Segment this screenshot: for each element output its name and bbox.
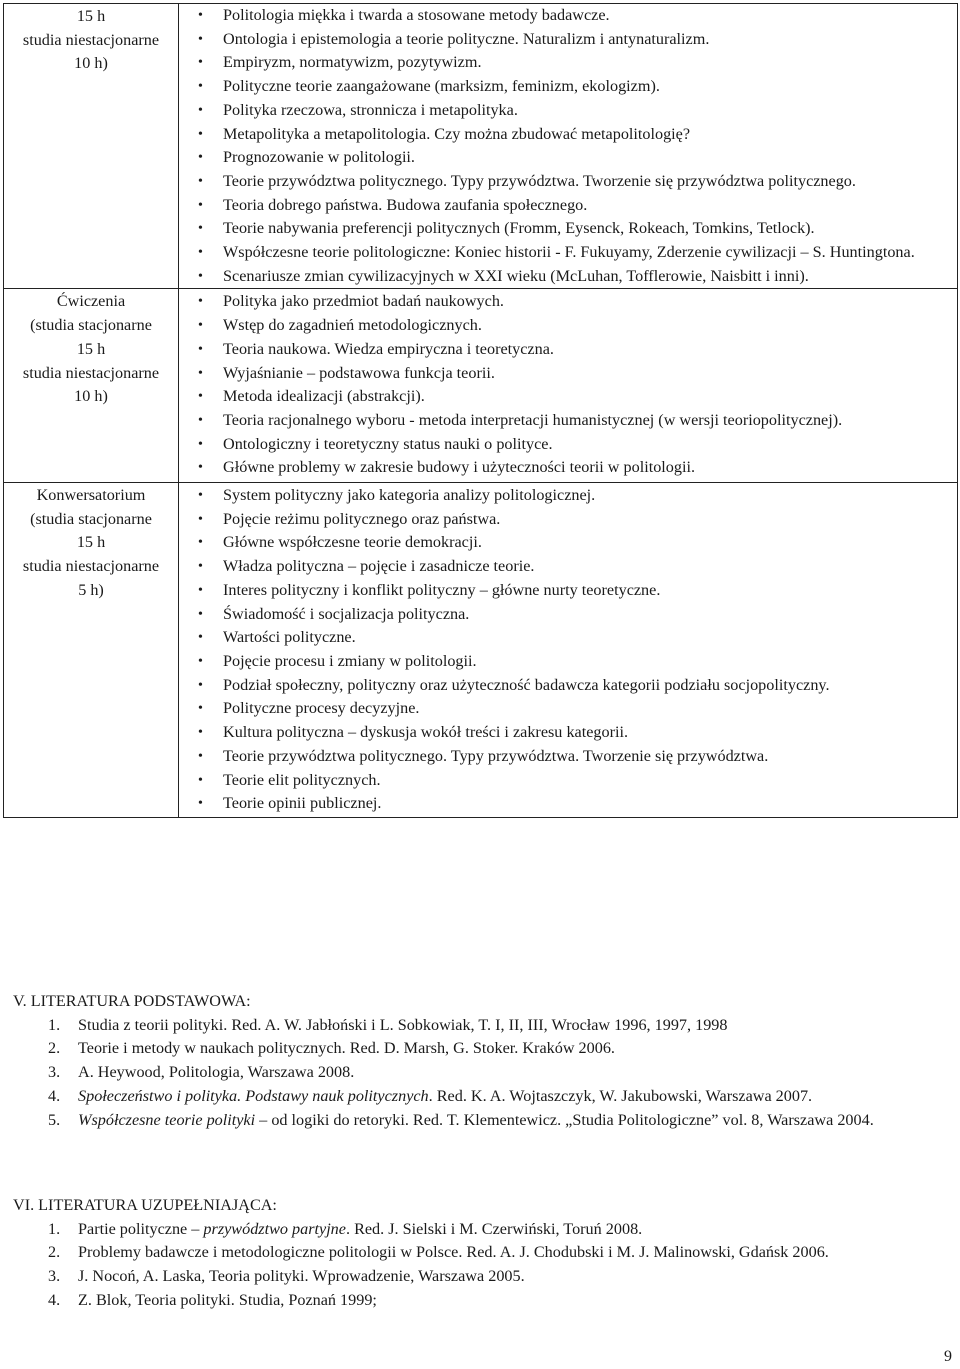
bullet-icon: • (198, 725, 203, 741)
label-line: studia niestacjonarne (22, 557, 160, 576)
bullet-icon: • (198, 31, 203, 47)
literature-basic-heading: V. LITERATURA PODSTAWOWA: (13, 992, 251, 1010)
list-item: • Główne problemy w zakresie budowy i użyteczności teorii w politologii. (179, 456, 957, 480)
bullet-icon: • (198, 511, 203, 527)
literature-basic (13, 990, 955, 1132)
label-line: 15 h (76, 7, 106, 25)
bullet-icon: • (198, 126, 203, 142)
list-item: • Teorie przywództwa politycznego. Typy przywództwa. Tworzenie się przywództwa politycznego. (179, 170, 957, 194)
bullet-icon: • (198, 653, 203, 669)
bullet-icon: • (198, 245, 203, 261)
list-item: • Scenariusze zmian cywilizacyjnych w XXI wieku (McLuhan, Tofflerowie, Naisbitt i inni). (179, 265, 957, 289)
section-content-cell (179, 4, 958, 289)
bullet-icon: • (198, 55, 203, 71)
label-line: 5 h) (78, 580, 104, 599)
list-item: • Teorie przywództwa politycznego. Typy przywództwa. Tworzenie się przywództwa. (179, 745, 957, 769)
list-item: • Ontologiczny i teoretyczny status nauki o polityce. (179, 433, 957, 457)
list-item: 1. Partie polityczne – przywództwo partyjne. Red. J. Sielski i M. Czerwiński, Toruń 2008. (48, 1219, 643, 1238)
bullet-icon: • (198, 318, 203, 334)
list-item: • Główne współczesne teorie demokracji. (179, 531, 957, 555)
bullet-icon: • (198, 559, 203, 575)
bullet-icon: • (198, 221, 203, 237)
topic-list (179, 289, 957, 482)
section-title: Ćwiczenia (56, 292, 126, 311)
list-item: • Metapolityka a metapolitologia. Czy można zbudować metapolitologię? (179, 123, 957, 147)
label-line: 15 h (76, 533, 106, 552)
list-item: • Empiryzm, normatywizm, pozytywizm. (179, 51, 957, 75)
section-row-konwersatorium (4, 483, 958, 818)
section-row-first (4, 4, 958, 289)
section-label-cell (4, 4, 179, 289)
bullet-icon: • (198, 150, 203, 166)
bullet-icon: • (198, 582, 203, 598)
bullet-icon: • (198, 389, 203, 405)
bullet-icon: • (198, 796, 203, 812)
list-item: • Teoria dobrego państwa. Budowa zaufania społecznego. (179, 194, 957, 218)
list-item: • Polityka rzeczowa, stronnicza i metapolityka. (179, 99, 957, 123)
bullet-icon: • (198, 173, 203, 189)
bullet-icon: • (198, 772, 203, 788)
list-item: • Pojęcie reżimu politycznego oraz państwa. (179, 508, 957, 532)
list-item: • Współczesne teorie politologiczne: Koniec historii - F. Fukuyamy, Zderzenie cywilizacji – S. Huntingtona. (179, 241, 957, 265)
bullet-icon: • (198, 365, 203, 381)
section-title: Konwersatorium (36, 486, 146, 505)
list-item: • Wartości polityczne. (179, 626, 957, 650)
list-item: • Wstęp do zagadnień metodologicznych. (179, 314, 957, 338)
list-item: • Władza polityczna – pojęcie i zasadnicze teorie. (179, 555, 957, 579)
list-item: • Wyjaśnianie – podstawowa funkcja teorii. (179, 362, 957, 386)
label-line: 15 h (76, 339, 106, 358)
page-number: 9 (944, 1348, 952, 1365)
list-item: • Teorie nabywania preferencji politycznych (Fromm, Eysenck, Rokeach, Tomkins, Tetlock). (179, 217, 957, 241)
literature-extra-heading: VI. LITERATURA UZUPEŁNIAJĄCA: (13, 1196, 277, 1214)
list-item: 4. Z. Blok, Teoria polityki. Studia, Poznań 1999; (48, 1290, 377, 1309)
list-item: • Interes polityczny i konflikt polityczny – główne nurty teoretyczne. (179, 579, 957, 603)
label-line: (studia stacjonarne (30, 509, 152, 528)
label-line: 10 h) (74, 387, 108, 406)
bullet-icon: • (198, 535, 203, 551)
list-item: • Prognozowanie w politologii. (179, 146, 957, 170)
list-item: • Politologia miękka i twarda a stosowane metody badawcze. (179, 4, 957, 28)
bullet-icon: • (198, 102, 203, 118)
list-item: • Pojęcie procesu i zmiany w politologii. (179, 650, 957, 674)
bullet-icon: • (198, 436, 203, 452)
list-item: • Polityka jako przedmiot badań naukowych. (179, 290, 957, 314)
list-item: 1. Studia z teorii polityki. Red. A. W. Jabłoński i L. Sobkowiak, T. I, II, III, Wrocław 1996, 1997, 1998 (48, 1015, 728, 1034)
bullet-icon: • (198, 630, 203, 646)
list-item: • Podział społeczny, polityczny oraz użyteczność badawcza kategorii podziału socjopolityczny. (179, 674, 957, 698)
label-line: studia niestacjonarne (22, 363, 160, 382)
label-line: studia niestacjonarne (22, 30, 160, 49)
list-item: • Polityczne procesy decyzyjne. (179, 697, 957, 721)
bullet-icon: • (198, 341, 203, 357)
list-item: • Teorie elit politycznych. (179, 769, 957, 793)
list-item: 5. Współczesne teorie polityki – od logiki do retoryki. Red. T. Klementewicz. „Studia Politologiczne” vol. 8, Warszawa 2004. (48, 1110, 874, 1129)
bullet-icon: • (198, 460, 203, 476)
section-row-cwiczenia (4, 289, 958, 483)
list-item: • Świadomość i socjalizacja polityczna. (179, 603, 957, 627)
bullet-icon: • (198, 197, 203, 213)
literature-basic-list (13, 1014, 955, 1133)
syllabus-table (3, 3, 958, 818)
list-item: • System polityczny jako kategoria analizy politologicznej. (179, 484, 957, 508)
bullet-icon: • (198, 488, 203, 504)
list-item: • Kultura polityczna – dyskusja wokół treści i zakresu kategorii. (179, 721, 957, 745)
bullet-icon: • (198, 677, 203, 693)
section-content-cell (179, 483, 958, 818)
list-item: 3. J. Nocoń, A. Laska, Teoria polityki. Wprowadzenie, Warszawa 2005. (48, 1267, 525, 1286)
section-label-cell (4, 289, 179, 483)
literature-extra-list (13, 1218, 955, 1313)
bullet-icon: • (198, 294, 203, 310)
topic-list (179, 4, 957, 288)
list-item: • Polityczne teorie zaangażowane (marksizm, feminizm, ekologizm). (179, 75, 957, 99)
label-line: (studia stacjonarne (30, 316, 152, 335)
bullet-icon: • (198, 79, 203, 95)
list-item: • Teoria racjonalnego wyboru - metoda interpretacji humanistycznej (w wersji teoriopolitycznej). (179, 409, 957, 433)
topic-list (179, 483, 957, 817)
list-item: • Metoda idealizacji (abstrakcji). (179, 385, 957, 409)
list-item: • Ontologia i epistemologia a teorie polityczne. Naturalizm i antynaturalizm. (179, 28, 957, 52)
bullet-icon: • (198, 268, 203, 284)
list-item: 4. Społeczeństwo i polityka. Podstawy nauk politycznych. Red. K. A. Wojtaszczyk, W. Jakubowski, Warszawa 2007. (48, 1086, 813, 1105)
section-label-cell (4, 483, 179, 818)
label-line: 10 h) (74, 54, 108, 73)
list-item: • Teorie opinii publicznej. (179, 792, 957, 816)
bullet-icon: • (198, 748, 203, 764)
list-item: • Teoria naukowa. Wiedza empiryczna i teoretyczna. (179, 338, 957, 362)
literature-extra (13, 1194, 955, 1313)
list-item: 2. Teorie i metody w naukach politycznych. Red. D. Marsh, G. Stoker. Kraków 2006. (48, 1039, 615, 1058)
section-content-cell (179, 289, 958, 483)
bullet-icon: • (198, 8, 203, 23)
bullet-icon: • (198, 412, 203, 428)
list-item: 2. Problemy badawcze i metodologiczne politologii w Polsce. Red. A. J. Chodubski i M. J. Malinowski, Gdańsk 2006. (48, 1243, 829, 1262)
list-item: 3. A. Heywood, Politologia, Warszawa 2008. (48, 1063, 355, 1082)
bullet-icon: • (198, 606, 203, 622)
bullet-icon: • (198, 701, 203, 717)
